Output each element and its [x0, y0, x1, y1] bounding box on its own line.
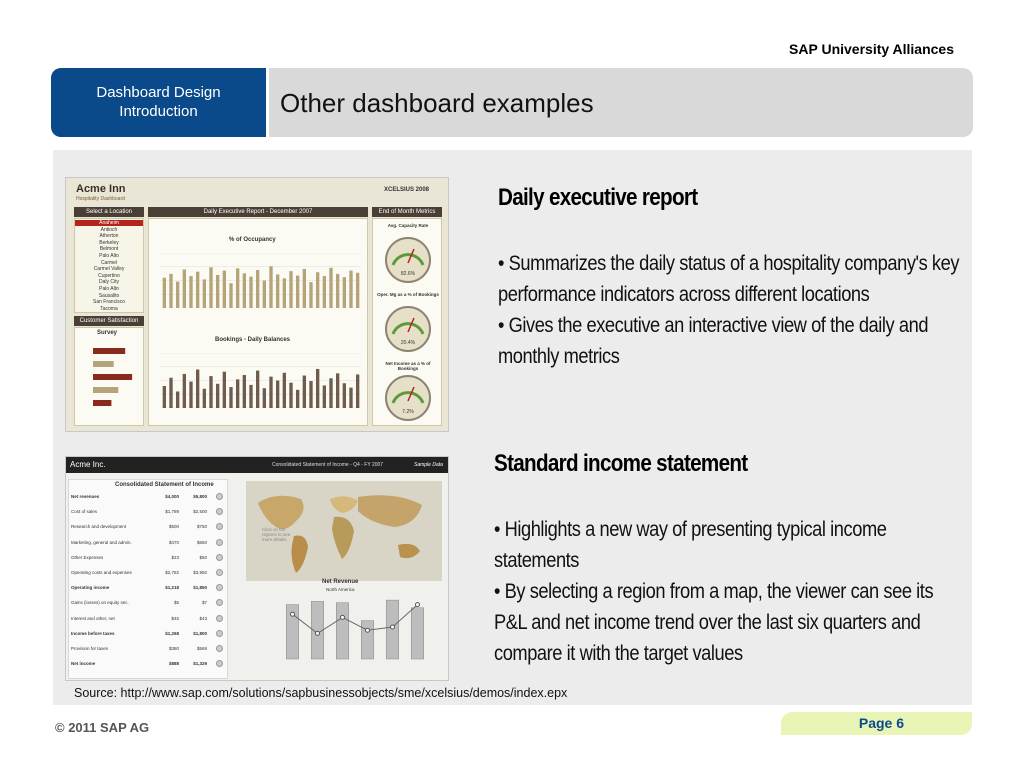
income-row-value: $1,268 [165, 630, 179, 636]
source-citation: Source: http://www.sap.com/solutions/sapbusinessobjects/sme/xcelsius/demos/index.epx [74, 686, 568, 700]
survey-bar [93, 374, 132, 380]
occupancy-chart [161, 253, 361, 308]
month-metrics-header: End of Month Metrics [372, 207, 442, 217]
chart-bar [203, 389, 206, 408]
content-panel [53, 150, 972, 705]
select-location-header: Select a Location [74, 207, 144, 217]
survey-bar [93, 361, 114, 367]
income-row-value: $470 [168, 539, 179, 545]
chart-bar [216, 384, 219, 408]
copyright: © 2011 SAP AG [55, 720, 150, 735]
thumb2-statement-title: Consolidated Statement of Income - Q4 - FY 2007 [272, 462, 384, 468]
chart-bar [243, 375, 246, 408]
location-item[interactable]: Carmel Valley [93, 266, 125, 273]
income-row-value: $888 [168, 661, 179, 667]
chart-bar [316, 272, 319, 308]
chart-bar [349, 388, 352, 408]
chart-bar [356, 374, 359, 408]
income-row-label: Operating costs and expenses [71, 570, 132, 575]
location-item[interactable]: Antioch [100, 226, 118, 233]
section-nav-line2: Introduction [119, 103, 198, 120]
gauge-label: Oper. Mg as a % of Bookings [377, 292, 439, 297]
income-row-value: $2,782 [165, 570, 179, 575]
income-row-value: $5 [173, 600, 179, 606]
map-hint: Click on the regions to see more details [262, 527, 291, 542]
xcelsius-logo: XCELSIUS 2008 [384, 187, 430, 193]
row-toggle[interactable] [216, 584, 223, 591]
row-toggle[interactable] [216, 660, 223, 667]
income-row-value: $4,000 [165, 494, 179, 499]
chart-bar [236, 268, 239, 308]
target-point [341, 615, 345, 619]
location-item[interactable]: Anaheim [75, 220, 143, 226]
slide-title: Other dashboard examples [269, 68, 973, 137]
chart-bar [196, 272, 199, 308]
daily-report-panel [148, 218, 368, 426]
chart-bar [249, 385, 252, 408]
month-metrics-panel [372, 218, 442, 426]
chart-bar [316, 369, 319, 408]
revenue-bar [336, 603, 349, 659]
chart-bar [269, 266, 272, 308]
chart-bar [323, 385, 326, 408]
thumb2-title-bar [66, 457, 449, 473]
chart-bar [223, 271, 226, 308]
chart-bar [229, 283, 232, 308]
income-table [68, 479, 228, 679]
sample-data-tag: Sample Data [414, 462, 443, 468]
chart-bar [256, 270, 259, 308]
chart-bar [236, 379, 239, 408]
gauge-dial [383, 235, 433, 285]
chart-bar [336, 373, 339, 408]
chart-bar [163, 386, 166, 408]
income-row-value: $43 [199, 615, 207, 621]
chart-bar [289, 271, 292, 308]
chart-bar [176, 392, 179, 409]
location-item[interactable]: Atherton [99, 233, 119, 240]
location-item[interactable]: San Francisco [93, 299, 125, 306]
income-row-value: $5,800 [193, 494, 207, 499]
income-row-value: $3,950 [193, 570, 207, 575]
occupancy-title: % of Occupancy [229, 237, 276, 243]
gauge-dial [383, 373, 433, 423]
hospitality-dashboard-thumbnail [65, 177, 449, 432]
chart-bar [303, 269, 306, 308]
chart-bar [263, 281, 266, 309]
income-row-label: Cost of sales [71, 509, 98, 515]
income-row-label: Gains (losses) on equity sec. [71, 600, 129, 606]
location-item[interactable]: Palo Alto [99, 253, 119, 259]
income-row-value: $23 [171, 554, 179, 560]
survey-panel [74, 327, 144, 426]
survey-bar [93, 387, 118, 393]
chart-bar [203, 279, 206, 308]
location-item[interactable]: Sausalito [98, 292, 120, 299]
chart-bar [296, 390, 299, 408]
income-statement-thumbnail [65, 456, 449, 681]
row-toggle[interactable] [216, 599, 223, 606]
section1-bullet1: • Summarizes the daily status of a hospitality company's key performance indicators across different locations [498, 252, 960, 306]
chart-bar [196, 370, 199, 409]
row-toggle[interactable] [216, 523, 223, 530]
page-number: Page 6 [781, 712, 972, 735]
target-point [391, 625, 395, 629]
thumb1-app-subtitle: Hospitality Dashboard [76, 196, 125, 202]
revenue-bar [411, 608, 424, 659]
chart-bar [303, 376, 306, 408]
income-row-label: Interest and other, net [71, 615, 115, 621]
survey-bar [93, 348, 125, 354]
row-toggle[interactable] [216, 630, 223, 637]
section1-title: Daily executive report [498, 184, 698, 211]
income-row-value: $380 [168, 646, 179, 651]
revenue-bar [361, 621, 374, 659]
bookings-title: Bookings - Daily Balances [215, 337, 291, 343]
chart-bar [229, 387, 232, 408]
survey-bar [93, 400, 111, 406]
chart-bar [216, 275, 219, 308]
chart-bar [176, 282, 179, 308]
chart-bar [169, 378, 172, 408]
net-revenue-title: Net Revenue [322, 579, 359, 585]
chart-bar [183, 270, 186, 309]
chart-bar [249, 277, 252, 308]
row-toggle[interactable] [216, 645, 223, 652]
thumb1-app-title: Acme Inn [76, 183, 126, 195]
daily-report-header: Daily Executive Report - December 2007 [148, 207, 368, 217]
target-point [416, 603, 420, 607]
chart-bar [189, 382, 192, 408]
gauge-label: Net Income as a % of Bookings [385, 361, 431, 371]
section-nav-tab[interactable] [51, 68, 266, 137]
chart-bar [243, 273, 246, 308]
income-row-label: Operating income [71, 585, 110, 591]
income-row-label: Marketing, general and admin. [71, 539, 132, 545]
gauge-value: 82.6% [400, 271, 416, 277]
row-toggle[interactable] [216, 539, 223, 546]
income-row-label: Research and development [71, 524, 127, 530]
row-toggle[interactable] [216, 508, 223, 515]
target-point [366, 628, 370, 632]
target-point [316, 631, 320, 635]
income-row-value: $1,789 [165, 509, 179, 515]
location-item[interactable]: Carmel [100, 259, 118, 266]
income-row-label: Income before taxes [71, 630, 115, 636]
chart-bar [263, 388, 266, 408]
income-row-value: $7 [201, 600, 207, 606]
row-toggle[interactable] [216, 554, 223, 561]
chart-bar [343, 277, 346, 308]
income-row-value: $50 [199, 554, 207, 560]
thumb2-app-title: Acme Inc. [70, 460, 106, 469]
section2-bullet1: • Highlights a new way of presenting typical income statements [494, 518, 887, 572]
target-point [291, 612, 295, 616]
gauge-value: 7.2% [402, 409, 414, 415]
chart-bar [223, 372, 226, 408]
row-toggle[interactable] [216, 493, 223, 500]
income-row-label: Other Expenses [71, 554, 104, 560]
income-table-title: Consolidated Statement of Income [115, 482, 214, 488]
revenue-bar [386, 600, 399, 659]
section-nav-line1: Dashboard Design [96, 84, 221, 101]
chart-bar [169, 274, 172, 308]
section1-bullet2: • Gives the executive an interactive view of the daily and monthly metrics [498, 314, 929, 368]
income-row-value: $500 [168, 524, 179, 530]
bookings-chart [161, 353, 361, 408]
survey-title: Survey [97, 330, 118, 336]
chart-bar [276, 274, 279, 308]
location-item[interactable]: Cupertino [98, 272, 120, 279]
slide-header [51, 68, 973, 137]
income-row-label: Net revenues [71, 494, 100, 499]
chart-bar [209, 267, 212, 308]
income-row-value: $1,218 [165, 585, 179, 591]
chart-bar [283, 373, 286, 408]
income-row-value: $2,500 [193, 509, 207, 515]
row-toggle[interactable] [216, 569, 223, 576]
net-revenue-subtitle: North America [326, 587, 355, 592]
income-row-value: $650 [196, 539, 207, 545]
chart-bar [163, 278, 166, 308]
brand-label: SAP University Alliances [789, 41, 954, 57]
chart-bar [309, 381, 312, 408]
row-toggle[interactable] [216, 615, 223, 622]
income-row-value: $45 [171, 615, 179, 621]
chart-bar [276, 381, 279, 409]
chart-bar [323, 276, 326, 308]
location-list [74, 218, 144, 313]
income-row-label: Provision for taxes [71, 646, 109, 651]
chart-bar [329, 378, 332, 408]
chart-bar [289, 383, 292, 408]
section2-bullet2: • By selecting a region from a map, the viewer can see its P&L and net income trend over the last six quarters and compare it with the target values [494, 580, 934, 665]
chart-bar [209, 376, 212, 408]
income-row-value: $569 [196, 646, 207, 651]
customer-satisfaction-header: Customer Satisfaction [74, 316, 144, 326]
location-item[interactable]: Berkeley [99, 239, 119, 246]
gauge-label: Avg. Capacity Rate [387, 223, 429, 228]
income-row-label: Net income [71, 661, 96, 667]
location-item[interactable]: Belmont [99, 246, 119, 253]
section1-body [498, 248, 968, 372]
chart-bar [283, 278, 286, 308]
chart-bar [309, 282, 312, 308]
net-revenue-chart [252, 595, 442, 673]
income-row-value: $1,800 [193, 630, 207, 636]
chart-bar [189, 276, 192, 308]
chart-bar [343, 383, 346, 408]
chart-bar [329, 268, 332, 308]
chart-bar [269, 377, 272, 408]
income-row-value: $1,329 [193, 661, 207, 667]
chart-bar [336, 274, 339, 308]
survey-chart [79, 344, 141, 414]
location-item[interactable]: Palo Alto [99, 286, 119, 292]
location-item[interactable]: Daly City [98, 279, 119, 286]
chart-bar [183, 374, 186, 408]
chart-bar [356, 273, 359, 308]
income-row-value: $1,850 [193, 585, 207, 591]
chart-bar [296, 276, 299, 308]
chart-bar [349, 271, 352, 308]
gauge-value: 20.4% [400, 340, 416, 346]
location-item[interactable]: Tacoma [100, 305, 118, 312]
section2-body [494, 514, 964, 669]
section2-title: Standard income statement [494, 450, 748, 477]
gauge-dial [383, 304, 433, 354]
chart-bar [256, 371, 259, 408]
income-row-value: $750 [196, 524, 207, 530]
